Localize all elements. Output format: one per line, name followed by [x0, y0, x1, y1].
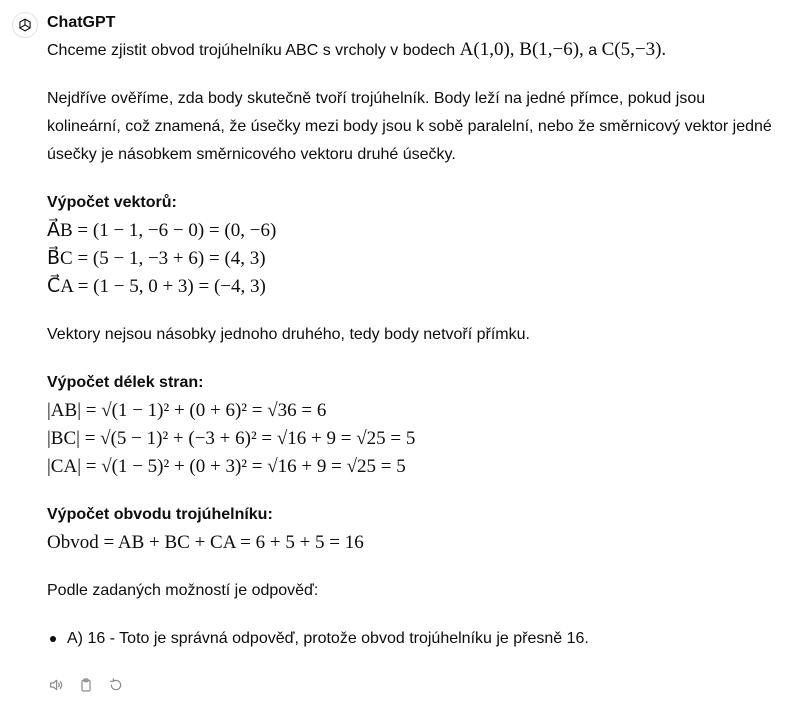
- perimeter-formula: Obvod = AB + BC + CA = 6 + 5 + 5 = 16: [47, 532, 364, 553]
- read-aloud-button[interactable]: [47, 676, 65, 694]
- message-actions: [47, 676, 125, 694]
- vectors-heading: Výpočet vektorů:: [47, 194, 177, 211]
- lengths-heading: Výpočet délek stran:: [47, 374, 204, 391]
- vector-ab: A⃗B = (1 − 1, −6 − 0) = (0, −6): [47, 220, 277, 241]
- intro-paragraph: [47, 36, 782, 65]
- avatar: [12, 12, 38, 38]
- message-content: [47, 36, 782, 653]
- list-item: [47, 625, 782, 653]
- speaker-icon: [48, 677, 64, 693]
- intro-point-c: C(5,−3).: [601, 39, 667, 60]
- vector-ca: C⃗A = (1 − 5, 0 + 3) = (−4, 3): [47, 276, 266, 297]
- intro-and: a: [583, 42, 602, 59]
- perimeter-heading: Výpočet obvodu trojúhelníku:: [47, 506, 273, 523]
- regenerate-button[interactable]: [107, 676, 125, 694]
- copy-button[interactable]: [77, 676, 95, 694]
- vector-bc: B⃗C = (5 − 1, −3 + 6) = (4, 3): [47, 248, 266, 269]
- message-author: ChatGPT: [47, 14, 116, 31]
- length-bc: |BC| = √(5 − 1)² + (−3 + 6)² = √16 + 9 = √25 = 5: [47, 428, 416, 449]
- answer-item: A) 16 - Toto je správná odpověď, protože obvod trojúhelníku je přesně 16.: [67, 630, 589, 647]
- intro-points: A(1,0), B(1,−6),: [459, 39, 584, 60]
- refresh-icon: [108, 677, 124, 693]
- answer-intro: Podle zadaných možností je odpověď:: [47, 582, 319, 599]
- collinearity-paragraph: Nejdříve ověříme, zda body skutečně tvoří trojúhelník. Body leží na jedné přímce, pokud jsou kolineární, což znamená, že úsečky mezi body jsou k sobě paralelní, nebo že směrnicový vektor jedné úsečky je násobkem směrnicového vektoru druhé úsečky.: [47, 90, 772, 163]
- length-ab: |AB| = √(1 − 1)² + (0 + 6)² = √36 = 6: [47, 400, 327, 421]
- vectors-conclusion: Vektory nejsou násobky jednoho druhého, tedy body netvoří přímku.: [47, 326, 530, 343]
- openai-logo-icon: [17, 17, 33, 33]
- clipboard-icon: [78, 677, 94, 693]
- intro-text: Chceme zjistit obvod trojúhelníku ABC s vrcholy v bodech: [47, 42, 460, 59]
- bullet-icon: [50, 636, 56, 642]
- length-ca: |CA| = √(1 − 5)² + (0 + 3)² = √16 + 9 = √25 = 5: [47, 456, 406, 477]
